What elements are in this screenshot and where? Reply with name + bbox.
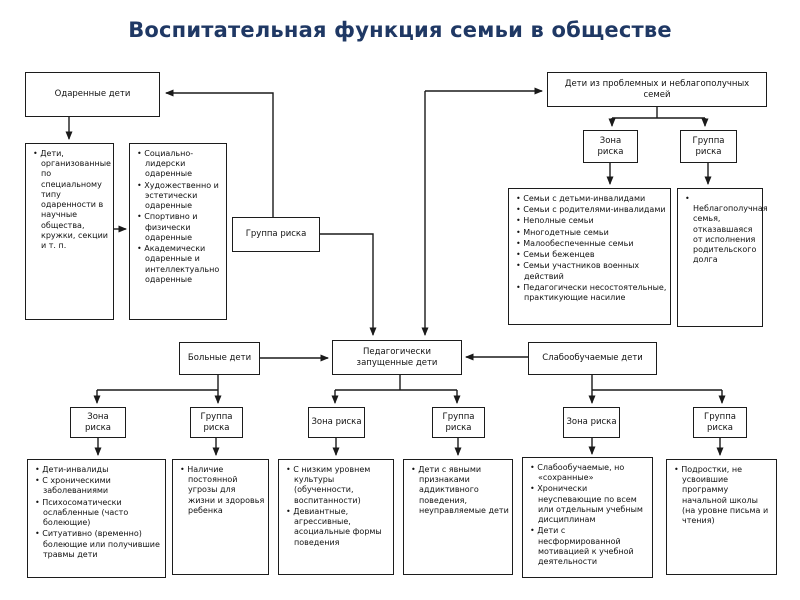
bullet-list [30,149,110,251]
bullet-item: • С низким уровнем культуры (обученности, воспитанности) [286,465,390,506]
node-zone-risk-2 [308,407,365,438]
bullet-list [513,194,667,303]
node-label: Дети из проблемных и неблагополучных семей [564,78,750,100]
bullet-list [134,149,223,285]
bullet-item: • Академически одаренные и интеллектуально одаренные [137,244,223,285]
bullet-list [32,465,162,560]
node-risk-group-mid [232,217,320,252]
node-group-risk-top [680,130,737,163]
node-label: Слабообучаемые дети [542,353,643,364]
node-zone-risk-3 [563,407,620,438]
bullet-list [682,194,768,266]
bullet-item: • Наличие постоянной угрозы для жизни и здоровья ребенка [180,465,265,516]
page-title: Воспитательная функция семьи в обществе [128,18,672,42]
node-label: Группа риска [442,411,475,433]
node-label: Зона риска [566,417,617,428]
node-bottom-sick-zone [27,459,166,578]
bullet-item: • Хронически неуспевающие по всем или отдельным учебным дисциплинам [530,484,649,525]
bullet-item: • Неблагополучная семья, отказавшаяся от исполнения родительского долга [685,194,759,266]
node-label: Группа риска [245,229,307,240]
bullet-item: • Художественно и эстетически одаренные [137,181,223,212]
node-label: Больные дети [187,353,252,364]
node-gifted-children [25,72,160,117]
bullet-item: • С хроническими заболеваниями [35,476,162,496]
node-label: Педагогически запущенные дети [356,346,438,368]
bullet-list [671,465,773,526]
node-gifted-types [129,143,227,320]
node-sick-children [179,342,260,375]
bullet-item: • Педагогически несостоятельные, практикующие насилие [516,283,667,303]
bullet-item: • Неполные семьи [516,216,667,226]
bullet-item: • Дети-инвалиды [35,465,162,475]
bullet-list [177,465,265,516]
bullet-item: • Слабообучаемые, но «сохранные» [530,463,649,483]
bullet-item: • Малообеспеченные семьи [516,239,667,249]
bullet-item: • Дети с несформированной мотивацией к учебной деятельности [530,526,649,567]
node-bottom-neglected-zone [278,459,394,575]
bullet-item: • Дети, организованные по специальному типу одаренности в научные общества, кружки, секции и т. п. [33,149,110,251]
node-label: Группа риска [200,411,233,433]
node-unfavorable-family [677,188,768,327]
node-label: Зона риска [311,417,362,428]
bullet-item: • Подростки, не усвоившие программу начальной школы (на уровне письма и чтения) [674,465,773,526]
bullet-list [527,463,649,567]
bullet-list [408,465,509,516]
node-group-risk-3 [693,407,747,438]
node-bottom-sick-group [172,459,269,575]
node-families-list [508,188,671,325]
node-label: Одаренные дети [54,89,131,100]
node-gifted-detail [25,143,114,320]
bullet-item: • Спортивно и физически одаренные [137,212,223,243]
bullet-list [283,465,390,548]
node-label: Зона риска [597,135,624,157]
node-weak-learners [528,342,657,375]
node-label: Группа риска [704,411,736,433]
bullet-item: • Семьи с родителями-инвалидами [516,205,667,215]
bullet-item: • Психосоматически ослабленные (часто болеющие) [35,498,162,529]
node-problem-families [547,72,767,107]
node-label: Зона риска [85,411,111,433]
node-zone-risk-top [583,130,638,163]
bullet-item: • Ситуативно (временно) болеющие или получившие травмы дети [35,529,162,560]
node-group-risk-1 [190,407,243,438]
node-bottom-weak-group [666,459,777,575]
bullet-item: • Семьи участников военных действий [516,261,667,281]
node-bottom-neglected-group [403,459,513,575]
bullet-item: • Многодетные семьи [516,228,667,238]
node-zone-risk-1 [70,407,126,438]
bullet-item: • Дети с явными признаками аддиктивного поведения, неуправляемые дети [411,465,509,516]
bullet-item: • Социально-лидерски одаренные [137,149,223,180]
node-neglected-children [332,340,462,375]
node-group-risk-2 [432,407,485,438]
bullet-item: • Девиантные, агрессивные, асоциальные формы поведения [286,507,390,548]
bullet-item: • Семьи беженцев [516,250,667,260]
node-label: Группа риска [692,135,725,157]
bullet-item: • Семьи с детьми-инвалидами [516,194,667,204]
node-bottom-weak-zone [522,457,653,578]
